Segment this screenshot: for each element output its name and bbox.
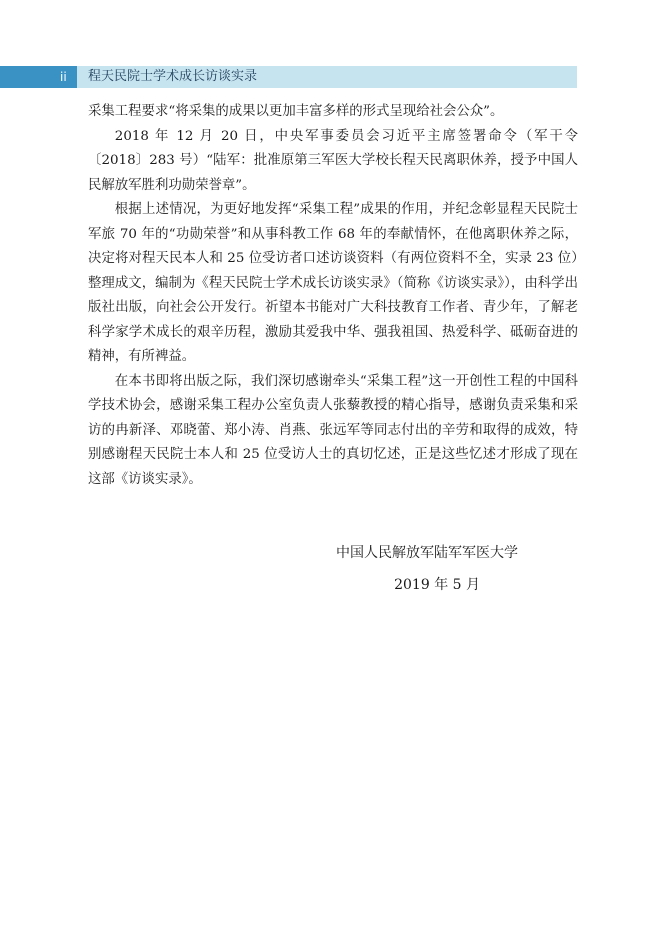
signature-organization: 中国人民解放军陆军军医大学 <box>336 545 518 561</box>
page-number: ii <box>60 70 67 84</box>
signature-date: 2019 年 5 月 <box>394 577 480 593</box>
paragraph-acknowledgement: 在本书即将出版之际，我们深切感谢牵头“采集工程”这一开创性工程的中国科学技术协会，感谢采集工程办公室负责人张藜教授的精心指导，感谢负责采集和采访的冉新泽、邓晓蕾、郑小涛、肖燕、张远军等同志付出的辛劳和取得的成效，特别感谢程天民院士本人和 25 位受访人士的真切忆述，正是这些忆述才形成了现在这部《访谈实录》。 <box>88 373 578 487</box>
header-band <box>0 66 577 88</box>
paragraph-order: 2018 年 12 月 20 日，中央军事委员会习近平主席签署命令（军干令〔2018〕283 号）“陆军：批准原第三军医大学校长程天民离职休养，授予中国人民解放军胜利功勋荣誉章”。 <box>88 128 578 193</box>
paragraph-continuation: 采集工程要求“将采集的成果以更加丰富多样的形式呈现给社会公众”。 <box>88 104 504 119</box>
body-text <box>88 100 578 492</box>
paragraph-purpose: 根据上述情况，为更好地发挥“采集工程”成果的作用，并纪念彰显程天民院士军旅 70 年的“功勋荣誉”和从事科教工作 68 年的奉献情怀，在他离职休养之际，决定将对程天民本人和 25 位受访者口述访谈资料（有两位资料不全，实录 23 位）整理成文，编制为《程天民院士学术成长访谈实录》（简称《访谈实录》），由科学出版社出版，向社会公开发行。祈望本书能对广大科技教育工作者、青少年，了解老科学家学术成长的艰辛历程，激励其爱我中华、强我祖国、热爱科学、砥砺奋进的精神，有所裨益。 <box>88 202 578 364</box>
running-title: 程天民院士学术成长访谈实录 <box>88 69 258 84</box>
signature-block <box>336 539 518 599</box>
